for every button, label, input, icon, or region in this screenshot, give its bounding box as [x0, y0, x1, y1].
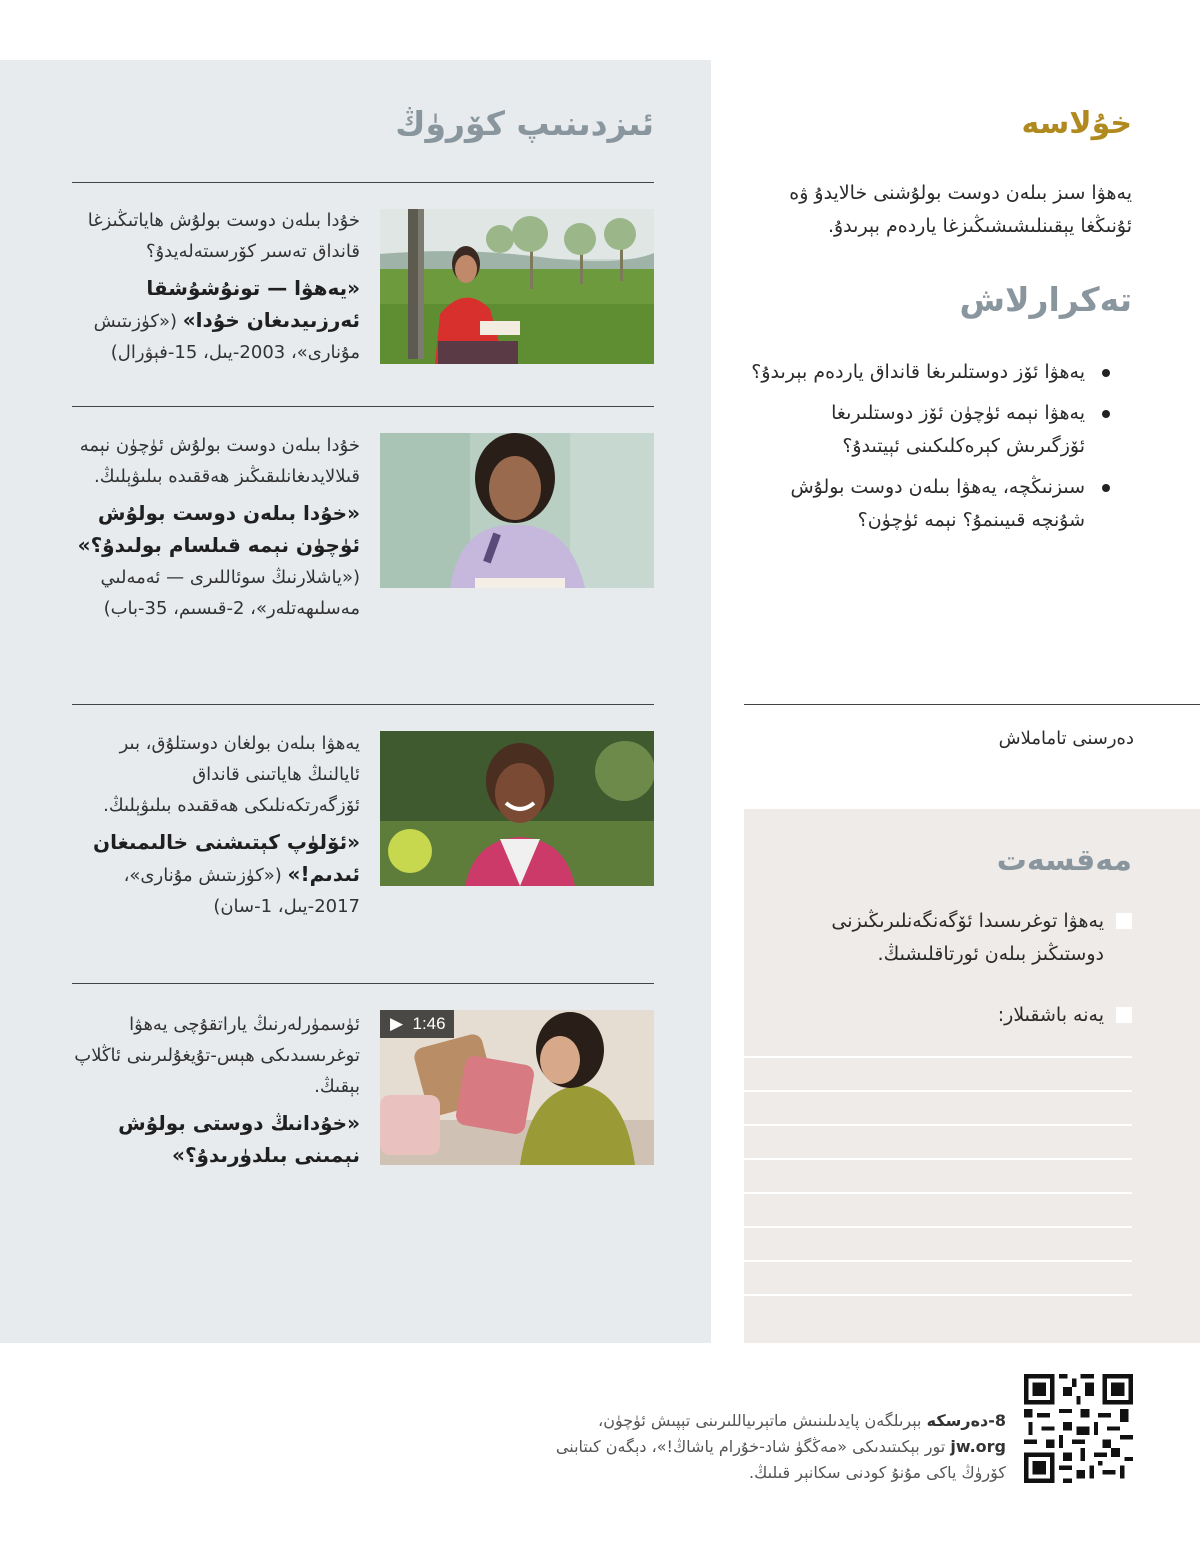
review-question: يەھۋا ئۆز دوستلىرىغا قانداق ياردەم بېرىدۇ؟ [748, 356, 1112, 389]
goal-box [744, 809, 1200, 1343]
smiling-woman-image [380, 731, 654, 886]
summary-text: يەھۋا سىز بىلەن دوست بولۇشنى خالايدۇ ۋە ئۇنىڭغا يېقىنلىشىشىڭىزغا ياردەم بېرىدۇ. [789, 182, 1132, 237]
explore-item-4 [72, 1009, 360, 1172]
video-duration-badge[interactable] [380, 1010, 454, 1038]
goal-item [784, 905, 1132, 971]
review-title: تەكرارلاش [959, 280, 1132, 319]
review-question: سىزنىڭچە، يەھۋا بىلەن دوست بولۇش شۇنچە قىيىنمۇ؟ نېمە ئۈچۈن؟ [748, 471, 1112, 537]
summary-title: خۇلاسە [1021, 106, 1132, 141]
item-link[interactable]: «خۇدانىڭ دوستى بولۇش نېمىنى بىلدۈرىدۇ؟» [118, 1111, 360, 1167]
write-line[interactable] [744, 1226, 1132, 1228]
review-question: يەھۋا نېمە ئۈچۈن ئۆز دوستلىرىغا ئۆزگىرىش كېرەكلىكىنى ئېيتىدۇ؟ [748, 397, 1112, 463]
goal-item [784, 999, 1132, 1032]
explore-video-4[interactable] [380, 1010, 654, 1165]
item-description: يەھۋا بىلەن بولغان دوستلۇق، بىر ئايالنىڭ ھاياتىنى قانداق ئۆزگەرتكەنلىكى ھەققىدە بىلىۋېلىڭ. [103, 733, 360, 816]
explore-image-3[interactable] [380, 731, 654, 886]
footer-text: 8-دەرسكە بېرىلگەن پايدىلىنىش ماتېرىياللىرىنى تېپىش ئۈچۈن، jw.org تور بېكىتىدىكى «مەڭگۈ شاد-خۇرام ياشاڭ!»، دېگەن كىتابنى كۆرۈڭ ياكى مۇنۇ كودنى سكانېر قىلىڭ. [555, 1411, 1006, 1482]
explore-item-1 [72, 205, 360, 368]
item-reference: («كۈزىتىش مۇنارى»، 2003-يىل، 15-فېۋرال) [93, 311, 360, 363]
checkbox[interactable] [1116, 1007, 1132, 1023]
goal-text: يەھۋا توغرىسىدا ئۆگەنگەنلىرىڭىزنى دوستىڭىز بىلەن ئورتاقلىشىڭ. [831, 910, 1104, 965]
goal-title: مەقسەت [996, 843, 1132, 878]
footer-lesson-label: 8-دەرسكە [926, 1411, 1006, 1430]
young-woman-studying-image [380, 433, 654, 588]
divider [744, 704, 1200, 705]
write-line[interactable] [744, 1158, 1132, 1160]
write-line[interactable] [744, 1260, 1132, 1262]
explore-image-2[interactable] [380, 433, 654, 588]
woman-reading-image [380, 209, 654, 364]
write-line[interactable] [744, 1090, 1132, 1092]
qr-code[interactable] [1024, 1374, 1133, 1483]
write-line[interactable] [744, 1124, 1132, 1126]
write-line[interactable] [744, 1192, 1132, 1194]
divider [72, 704, 654, 705]
video-duration: 1:46 [412, 1014, 446, 1033]
write-line[interactable] [744, 1294, 1132, 1296]
explore-title: ئىزدىنىپ كۆرۈڭ [395, 104, 654, 143]
item-reference: («كۈزىتىش مۇنارى»، 2017-يىل، 1-سان) [123, 865, 360, 917]
divider [72, 406, 654, 407]
explore-image-1[interactable] [380, 209, 654, 364]
footer-site-link[interactable]: jw.org [950, 1437, 1006, 1456]
lesson-complete-label: دەرسنى تاماملاش [998, 728, 1134, 749]
item-description: خۇدا بىلەن دوست بولۇش ھاياتىڭىزغا قانداق تەسىر كۆرسىتەلەيدۇ؟ [87, 210, 360, 262]
item-link[interactable]: «ئۆلۈپ كېتىشنى خالىمىغان ئىدىم!» [93, 830, 360, 886]
item-description: ئۈسمۈرلەرنىڭ ياراتقۇچى يەھۋا توغرىسىدىكى ھېس-تۇيغۇلىرىنى ئاڭلاپ بېقىڭ. [74, 1014, 360, 1097]
review-list [748, 356, 1112, 545]
explore-item-3 [72, 728, 360, 922]
item-description: خۇدا بىلەن دوست بولۇش ئۈچۈن نېمە قىلالايدىغانلىقىڭىز ھەققىدە بىلىۋېلىڭ. [79, 435, 360, 487]
checkbox[interactable] [1116, 913, 1132, 929]
play-icon: ▶ [390, 1014, 404, 1033]
item-reference: («ياشلارنىڭ سوئاللىرى — ئەمەلىي مەسلىھەتلەر»، 2-قىسىم، 35-باب) [100, 567, 360, 619]
item-link[interactable]: «خۇدا بىلەن دوست بولۇش ئۈچۈن نېمە قىلسام بولىدۇ؟» [77, 501, 360, 557]
explore-item-2 [72, 430, 360, 624]
divider [72, 983, 654, 984]
write-line[interactable] [744, 1056, 1132, 1058]
divider [72, 182, 654, 183]
goal-text: يەنە باشقىلار: [997, 1004, 1104, 1026]
item-link[interactable]: «يەھۋا — تونۇشۇشقا ئەرزىيدىغان خۇدا» [146, 276, 360, 332]
